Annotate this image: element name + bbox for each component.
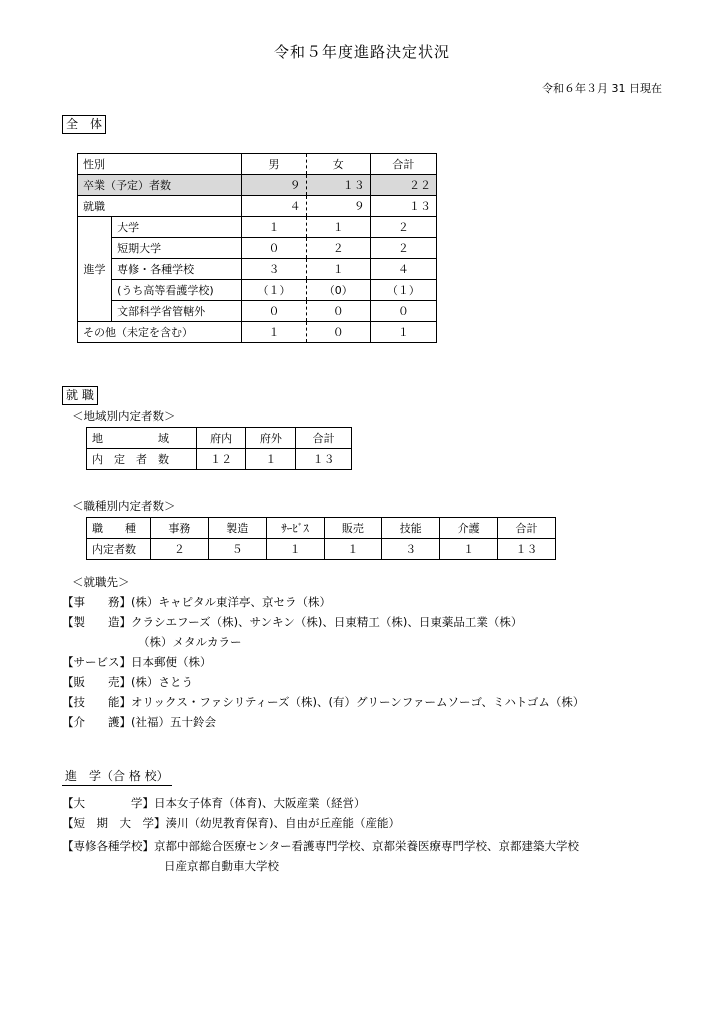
as-of-date: 令和６年３月 31 日現在 bbox=[542, 82, 662, 95]
school-text: 日本女子体育（体育)、大阪産業（経営） bbox=[154, 796, 366, 810]
cell-male: １ bbox=[242, 322, 306, 343]
region-table bbox=[86, 427, 352, 470]
header-out-pref: 府外 bbox=[246, 428, 296, 449]
destination-manufacturing-cont bbox=[138, 634, 242, 650]
school-text: 京都中部総合医療センター看護専門学校、京都栄養医療専門学校、京都建築大学校 bbox=[154, 839, 580, 853]
cell-female: １ bbox=[306, 217, 370, 238]
cell-male: ３ bbox=[242, 259, 306, 280]
destination-text: 日本郵便（株） bbox=[131, 655, 212, 669]
destinations-caption: ＜就職先＞ bbox=[72, 575, 130, 589]
header-care: 介護 bbox=[440, 518, 498, 539]
region-data-row bbox=[87, 449, 352, 470]
row-other-ministry bbox=[78, 301, 437, 322]
cell-total: ２ bbox=[370, 217, 436, 238]
row-nursing bbox=[78, 280, 437, 301]
destination-text: (株）さとう bbox=[131, 675, 193, 689]
destination-text: （株）メタルカラー bbox=[138, 635, 242, 649]
row-label: 卒業（予定）者数 bbox=[78, 175, 242, 196]
higher-ed-vocational-cont bbox=[164, 858, 279, 874]
shingaku-label: 進学 bbox=[78, 217, 112, 322]
header-gender: 性別 bbox=[78, 154, 242, 175]
row-label: 内 定 者 数 bbox=[87, 449, 197, 470]
cell-skilled: ３ bbox=[382, 539, 440, 560]
cell-total: ４ bbox=[370, 259, 436, 280]
destination-service bbox=[62, 654, 212, 670]
section-label-overall: 全 体 bbox=[62, 115, 106, 134]
destination-skilled bbox=[62, 694, 584, 710]
cell-female: ０ bbox=[306, 301, 370, 322]
row-label: (うち高等看護学校) bbox=[112, 280, 242, 301]
category-label: 【大 学】 bbox=[62, 796, 154, 810]
cell-female: ２ bbox=[306, 238, 370, 259]
category-label: 【介 護】 bbox=[62, 715, 131, 729]
row-label: 内定者数 bbox=[87, 539, 151, 560]
job-caption: ＜職種別内定者数＞ bbox=[72, 499, 176, 513]
header-male: 男 bbox=[242, 154, 306, 175]
cell-total: １３ bbox=[370, 196, 436, 217]
header-total: 合計 bbox=[296, 428, 352, 449]
job-data-row bbox=[87, 539, 556, 560]
cell-male: １ bbox=[242, 217, 306, 238]
header-total: 合計 bbox=[370, 154, 436, 175]
header-region: 地 域 bbox=[87, 428, 197, 449]
row-label: その他（未定を含む） bbox=[78, 322, 242, 343]
region-caption: ＜地域別内定者数＞ bbox=[72, 409, 176, 423]
row-label: 大学 bbox=[112, 217, 242, 238]
cell-manufacturing: ５ bbox=[208, 539, 266, 560]
cell-female: １ bbox=[306, 259, 370, 280]
cell-male: ０ bbox=[242, 301, 306, 322]
destination-care bbox=[62, 714, 216, 730]
header-female: 女 bbox=[306, 154, 370, 175]
row-label: 就職 bbox=[78, 196, 242, 217]
category-label: 【販 売】 bbox=[62, 675, 131, 689]
cell-sales: １ bbox=[324, 539, 382, 560]
overall-header-row bbox=[78, 154, 437, 175]
row-vocational bbox=[78, 259, 437, 280]
destination-office bbox=[62, 594, 331, 610]
cell-total: １ bbox=[370, 322, 436, 343]
cell-care: １ bbox=[440, 539, 498, 560]
section-label-employment: 就 職 bbox=[62, 386, 98, 405]
header-office: 事務 bbox=[150, 518, 208, 539]
cell-out-pref: １ bbox=[246, 449, 296, 470]
page-title: 令和５年度進路決定状況 bbox=[273, 43, 450, 61]
cell-female: １３ bbox=[306, 175, 370, 196]
row-junior-college bbox=[78, 238, 437, 259]
category-label: 【専修各種学校】 bbox=[62, 839, 154, 853]
cell-female: （0） bbox=[306, 280, 370, 301]
cell-total: １３ bbox=[498, 539, 556, 560]
cell-total: ２ bbox=[370, 238, 436, 259]
higher-ed-vocational bbox=[62, 838, 579, 854]
cell-total: ０ bbox=[370, 301, 436, 322]
category-label: 【短 期 大 学】 bbox=[62, 816, 166, 830]
overall-table bbox=[77, 153, 437, 343]
header-manufacturing: 製造 bbox=[208, 518, 266, 539]
row-label: 文部科学省管轄外 bbox=[112, 301, 242, 322]
destination-sales bbox=[62, 674, 193, 690]
destination-text: オリックス・ファシリティーズ（株)、(有）グリーンファームソーゴ、ミハトゴム（株） bbox=[131, 695, 585, 709]
cell-male: ４ bbox=[242, 196, 306, 217]
header-service: ｻｰﾋﾞｽ bbox=[266, 518, 324, 539]
school-text: 日産京都自動車大学校 bbox=[164, 859, 279, 873]
category-label: 【技 能】 bbox=[62, 695, 131, 709]
header-skilled: 技能 bbox=[382, 518, 440, 539]
school-text: 湊川（幼児教育保育)、自由が丘産能（産能） bbox=[165, 816, 400, 830]
cell-office: ２ bbox=[150, 539, 208, 560]
destination-manufacturing bbox=[62, 614, 522, 630]
header-in-pref: 府内 bbox=[196, 428, 246, 449]
row-others bbox=[78, 322, 437, 343]
cell-total: ２２ bbox=[370, 175, 436, 196]
region-header-row bbox=[87, 428, 352, 449]
cell-male: ０ bbox=[242, 238, 306, 259]
section-label-higher-education: 進 学（合 格 校） bbox=[62, 768, 172, 786]
cell-female: ９ bbox=[306, 196, 370, 217]
destination-text: クラシエフーズ（株)、サンキン（株)、日東精工（株)、日東薬品工業（株） bbox=[131, 615, 523, 629]
destination-text: (社福）五十鈴会 bbox=[131, 715, 216, 729]
row-label: 専修・各種学校 bbox=[112, 259, 242, 280]
row-label: 短期大学 bbox=[112, 238, 242, 259]
category-label: 【製 造】 bbox=[62, 615, 131, 629]
header-job: 職 種 bbox=[87, 518, 151, 539]
header-sales: 販売 bbox=[324, 518, 382, 539]
cell-male: ９ bbox=[242, 175, 306, 196]
job-header-row bbox=[87, 518, 556, 539]
destination-text: (株）キャピタル東洋亭、京セラ（株） bbox=[131, 595, 331, 609]
category-label: 【サービス】 bbox=[62, 655, 131, 669]
row-graduates bbox=[78, 175, 437, 196]
category-label: 【事 務】 bbox=[62, 595, 131, 609]
cell-male: （１） bbox=[242, 280, 306, 301]
row-employment bbox=[78, 196, 437, 217]
higher-ed-university bbox=[62, 795, 365, 811]
cell-total: １３ bbox=[296, 449, 352, 470]
header-total: 合計 bbox=[498, 518, 556, 539]
cell-total: （１） bbox=[370, 280, 436, 301]
job-table bbox=[86, 517, 556, 560]
higher-ed-junior-college bbox=[62, 815, 400, 831]
cell-in-pref: １２ bbox=[196, 449, 246, 470]
cell-service: １ bbox=[266, 539, 324, 560]
cell-female: ０ bbox=[306, 322, 370, 343]
row-university bbox=[78, 217, 437, 238]
